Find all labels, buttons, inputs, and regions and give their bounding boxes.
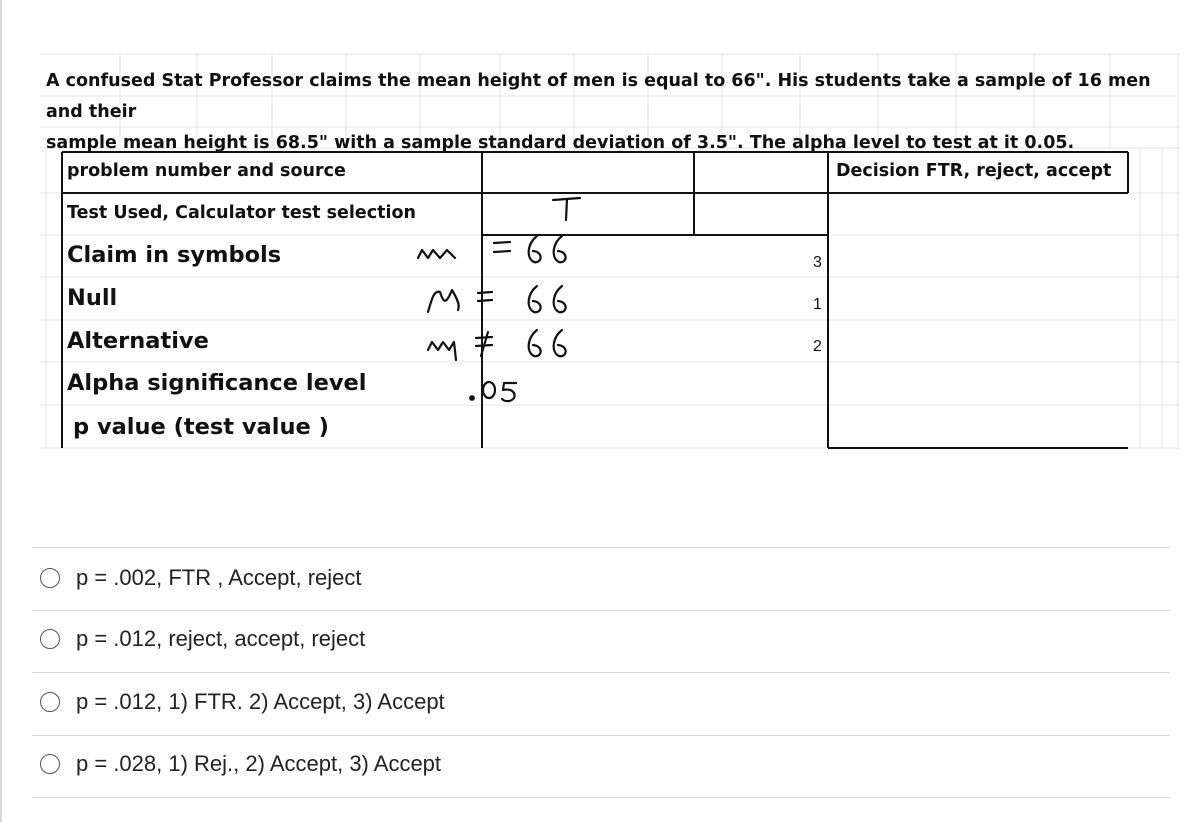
problem-line-1: A confused Stat Professor claims the mean height of men is equal to 66". His students take a sample of 16 men and their (46, 71, 1151, 122)
row-label-p-value: p value (test value ) (73, 414, 329, 440)
order-number-null: 1 (813, 296, 822, 313)
option-divider (32, 547, 1170, 548)
option-divider (32, 735, 1170, 736)
option-divider (32, 672, 1170, 673)
problem-line-2: sample mean height is 68.5" with a sample standard deviation of 3.5". The alpha level to test at it 0.05. (46, 133, 1075, 153)
option-divider (32, 610, 1170, 611)
radio-button[interactable] (40, 629, 60, 649)
radio-button[interactable] (40, 568, 60, 588)
answer-option-label: p = .002, FTR , Accept, reject (76, 565, 362, 590)
answer-option-1[interactable] (40, 560, 362, 596)
handwritten-alpha (470, 382, 516, 401)
radio-button[interactable] (40, 692, 60, 712)
handwritten-claim (418, 236, 566, 262)
answer-option-label: p = .012, reject, accept, reject (76, 626, 366, 651)
order-number-claim: 3 (813, 254, 822, 271)
answer-option-2[interactable] (40, 621, 365, 657)
option-divider (32, 797, 1170, 798)
answer-option-4[interactable] (40, 746, 441, 782)
row-label-claim: Claim in symbols (67, 242, 282, 268)
handwritten-alternative (428, 330, 566, 360)
row-label-alpha: Alpha significance level (67, 370, 367, 396)
row-label-alternative: Alternative (67, 328, 209, 354)
answer-option-3[interactable] (40, 684, 445, 720)
handwritten-test-T (553, 198, 580, 220)
decision-header: Decision FTR, reject, accept (836, 161, 1112, 181)
handwritten-null (428, 286, 566, 312)
radio-button[interactable] (40, 754, 60, 774)
order-number-alternative: 2 (813, 338, 822, 355)
row-label-problem-number: problem number and source (67, 161, 346, 181)
row-label-test-used: Test Used, Calculator test selection (67, 203, 417, 223)
answer-option-label: p = .028, 1) Rej., 2) Accept, 3) Accept (76, 751, 442, 776)
row-label-null: Null (67, 285, 118, 311)
answer-option-label: p = .012, 1) FTR. 2) Accept, 3) Accept (76, 689, 445, 714)
